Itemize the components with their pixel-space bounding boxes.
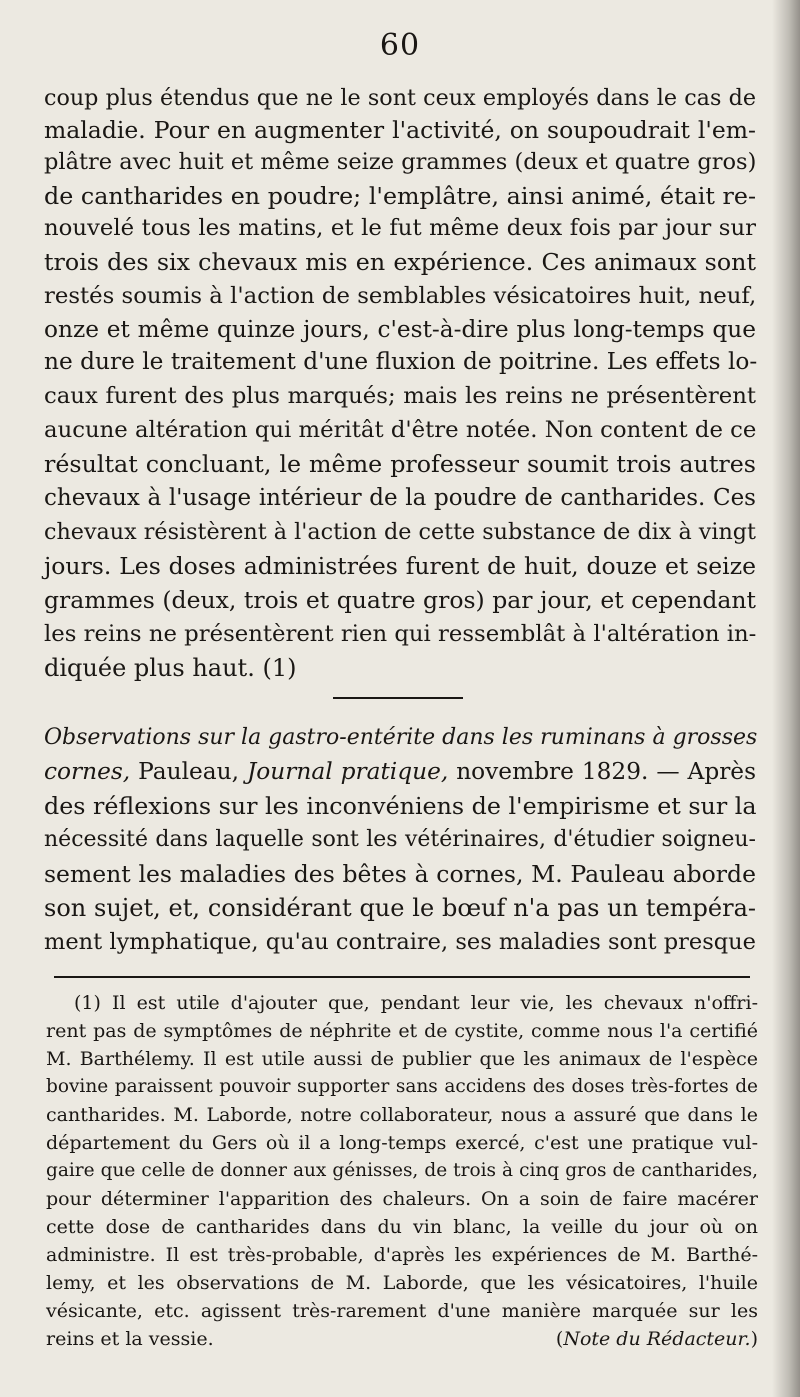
footnote-line: bovine paraissent pouvoir supporter sans accidens des doses très-fortes de	[46, 1076, 758, 1097]
observation-citation	[44, 756, 756, 788]
footnote-rule	[54, 976, 750, 978]
footnote-last-line	[46, 1326, 758, 1352]
footnote-line: vésicante, etc. agissent très-rarement d'une manière marquée sur les	[46, 1300, 758, 1322]
text-line: nécessité dans laquelle sont les vétérinaires, d'étudier soigneu-	[44, 827, 756, 852]
text-line: son sujet, et, considérant que le bœuf n'a pas un tempéra-	[44, 894, 756, 922]
text-line: plâtre avec huit et même seize grammes (deux et quatre gros)	[44, 149, 757, 175]
footnote-line: département du Gers où il a long-temps exercé, c'est une pratique vul-	[46, 1132, 758, 1154]
footnote-line: gaire que celle de donner aux génisses, de trois à cinq gros de cantharides,	[46, 1160, 758, 1181]
text-line: maladie. Pour en augmenter l'activité, on soupoudrait l'em-	[44, 116, 756, 144]
text-line: chevaux résistèrent à l'action de cette substance de dix à vingt	[44, 519, 756, 545]
citation-italic: cornes,	[44, 758, 131, 785]
text-line: restés soumis à l'action de semblables vésicatoires huit, neuf,	[44, 283, 757, 309]
footnote-line: cantharides. M. Laborde, notre collaborateur, nous a assuré que dans le	[46, 1104, 758, 1126]
text-line: coup plus étendus que ne le sont ceux employés dans le cas de	[44, 85, 756, 111]
journal-title: Journal pratique,	[246, 758, 449, 785]
section-separator	[333, 697, 463, 699]
citation-author: Pauleau,	[130, 758, 247, 785]
text-line: des réflexions sur les inconvéniens de l'empirisme et sur la	[44, 792, 757, 820]
citation-date: novembre 1829. — Après	[448, 758, 757, 785]
footnote-line: cette dose de cantharides dans du vin blanc, la veille du jour où on	[46, 1216, 758, 1238]
text-line: diquée plus haut. (1)	[44, 654, 297, 682]
text-line: résultat concluant, le même professeur soumit trois autres	[44, 450, 756, 478]
text-line: trois des six chevaux mis en expérience. Ces animaux sont	[44, 248, 756, 276]
text-line: caux furent des plus marqués; mais les reins ne présentèrent	[44, 383, 756, 409]
text-line: onze et même quinze jours, c'est-à-dire plus long-temps que	[44, 316, 756, 343]
observation-title: Observations sur la gastro-entérite dans les ruminans à grosses	[44, 725, 758, 750]
text-line: de cantharides en poudre; l'emplâtre, ainsi animé, était re-	[44, 182, 756, 210]
text-line: sement les maladies des bêtes à cornes, M. Pauleau aborde	[44, 860, 756, 888]
footnote-line: (1) Il est utile d'ajouter que, pendant leur vie, les chevaux n'offri-	[74, 992, 758, 1014]
text-line: aucune altération qui méritât d'être notée. Non content de ce	[44, 417, 757, 443]
footnote-line: lemy, et les observations de M. Laborde, que les vésicatoires, l'huile	[46, 1272, 758, 1294]
footnote-line: M. Barthélemy. Il est utile aussi de publier que les animaux de l'espèce	[46, 1048, 758, 1070]
text-line: ment lymphatique, qu'au contraire, ses maladies sont presque	[44, 929, 756, 955]
text-line: grammes (deux, trois et quatre gros) par jour, et cependant	[44, 586, 756, 614]
page-number: 60	[379, 28, 421, 63]
text-line: chevaux à l'usage intérieur de la poudre de cantharides. Ces	[44, 485, 756, 511]
footnote-line: pour déterminer l'apparition des chaleurs. On a soin de faire macérer	[46, 1188, 758, 1210]
page-edge-shadow	[772, 0, 800, 1397]
editor-note-text: Note du Rédacteur.	[563, 1328, 751, 1350]
text-line: jours. Les doses administrées furent de huit, douze et seize	[44, 552, 756, 580]
footnote-line: reins et la vessie.	[46, 1328, 214, 1350]
footnote-line: administre. Il est très-probable, d'après les expériences de M. Barthé-	[46, 1244, 758, 1266]
text-line: les reins ne présentèrent rien qui ressemblât à l'altération in-	[44, 621, 757, 647]
text-line: ne dure le traitement d'une fluxion de poitrine. Les effets lo-	[44, 348, 758, 375]
text-line: nouvelé tous les matins, et le fut même deux fois par jour sur	[44, 215, 756, 241]
editor-note: (Note du Rédacteur.)	[555, 1328, 758, 1350]
footnote-line: rent pas de symptômes de néphrite et de cystite, comme nous l'a certifié	[46, 1020, 758, 1042]
